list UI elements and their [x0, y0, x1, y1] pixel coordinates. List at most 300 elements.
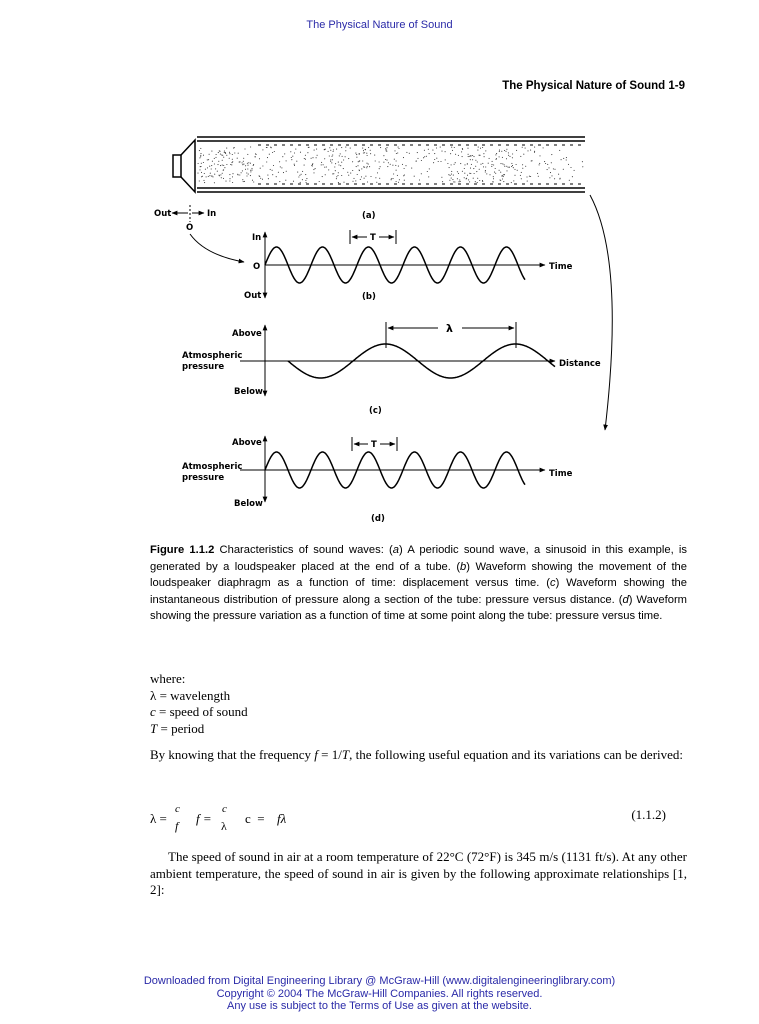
panel-c-label: (c): [369, 406, 382, 416]
caption-text: Characteristics of sound waves: (: [214, 544, 393, 556]
pressure-dot: [312, 163, 313, 164]
pressure-dot: [469, 181, 470, 182]
pressure-dot: [226, 148, 227, 149]
pressure-dot: [468, 156, 469, 157]
pressure-dot: [362, 160, 363, 161]
symbol-f: f: [314, 747, 318, 762]
pressure-dot: [221, 154, 222, 155]
pressure-dot: [473, 178, 474, 179]
pressure-dot: [253, 181, 254, 182]
pressure-dot: [549, 177, 550, 178]
pressure-dot: [239, 174, 240, 175]
definition-wavelength: [150, 688, 248, 705]
pressure-dot: [503, 174, 504, 175]
pressure-dot: [272, 152, 273, 153]
pressure-dot: [485, 150, 486, 151]
panel-a-label: (a): [362, 211, 376, 221]
pressure-dot: [467, 148, 468, 149]
pressure-dot: [270, 169, 271, 170]
pressure-dot: [214, 163, 215, 164]
pressure-dot: [341, 175, 342, 176]
pressure-dot: [568, 164, 569, 165]
pressure-dot: [391, 178, 392, 179]
pressure-dot: [432, 150, 433, 151]
pressure-dot: [207, 159, 208, 160]
pressure-dot: [270, 147, 271, 148]
pressure-dot: [201, 163, 202, 164]
pressure-dot: [449, 167, 450, 168]
pressure-dot: [398, 148, 399, 149]
pressure-dot: [247, 163, 248, 164]
panel-d-atmospheric-label: Atmospheric: [182, 462, 243, 472]
pressure-dot: [305, 180, 306, 181]
symbol-c: c: [150, 704, 156, 720]
pressure-dot: [302, 179, 303, 180]
pressure-dot: [370, 150, 371, 151]
pressure-dot: [486, 173, 487, 174]
pressure-dot: [414, 176, 415, 177]
pressure-dot: [365, 176, 366, 177]
pressure-dot: [247, 168, 248, 169]
pressure-dot: [504, 150, 505, 151]
pressure-dot: [451, 178, 452, 179]
pressure-dot: [392, 165, 393, 166]
pressure-dot: [311, 165, 312, 166]
pressure-dot: [335, 163, 336, 164]
panel-c-pressure-distance: [182, 322, 601, 416]
pressure-dot: [391, 179, 392, 180]
pressure-dot: [469, 173, 470, 174]
pressure-dot: [539, 164, 540, 165]
pressure-dot: [453, 181, 454, 182]
pressure-dot: [242, 162, 243, 163]
pressure-dot: [468, 179, 469, 180]
pressure-dot: [485, 170, 486, 171]
pressure-dot: [386, 160, 387, 161]
pressure-dot: [366, 167, 367, 168]
pressure-dot: [340, 165, 341, 166]
pressure-dot: [493, 178, 494, 179]
pressure-dot: [246, 172, 247, 173]
pressure-dot: [464, 173, 465, 174]
pressure-dot: [485, 171, 486, 172]
pressure-dot: [252, 180, 253, 181]
paragraph-text: , the following useful equation and its variations can be derived:: [349, 747, 684, 762]
pressure-dot: [334, 166, 335, 167]
pressure-dot: [293, 181, 294, 182]
pressure-dot: [330, 159, 331, 160]
pressure-dot: [386, 149, 387, 150]
pressure-dot: [218, 152, 219, 153]
pressure-dot: [464, 164, 465, 165]
pressure-dot: [286, 171, 287, 172]
pressure-dot: [427, 171, 428, 172]
pressure-dot: [332, 154, 333, 155]
pressure-dot: [390, 164, 391, 165]
pressure-dot: [333, 173, 334, 174]
pressure-dot: [200, 153, 201, 154]
pressure-dot: [488, 163, 489, 164]
pressure-dot: [212, 161, 213, 162]
pressure-dot: [229, 153, 230, 154]
pressure-dot: [336, 178, 337, 179]
pressure-dot: [512, 157, 513, 158]
pressure-dot: [514, 175, 515, 176]
panel-c-atmospheric-label: Atmospheric: [182, 351, 243, 361]
panel-d-pressure-label: pressure: [182, 473, 225, 483]
pressure-dot: [478, 147, 479, 148]
pressure-dot: [398, 166, 399, 167]
pressure-dot: [385, 159, 386, 160]
pressure-dot: [509, 156, 510, 157]
pressure-dot: [504, 174, 505, 175]
pressure-dot: [511, 166, 512, 167]
pressure-dot: [232, 176, 233, 177]
pressure-dot: [290, 151, 291, 152]
pressure-dot: [387, 166, 388, 167]
pressure-dot: [505, 151, 506, 152]
pressure-dot: [197, 173, 198, 174]
pressure-dot: [220, 154, 221, 155]
pressure-dot: [302, 171, 303, 172]
pressure-dot: [245, 165, 246, 166]
pressure-dot: [458, 173, 459, 174]
pressure-dot: [262, 179, 263, 180]
pressure-dot: [223, 165, 224, 166]
pressure-dot: [273, 165, 274, 166]
pressure-dot: [203, 180, 204, 181]
pressure-dot: [396, 153, 397, 154]
panel-d-time-label: Time: [549, 469, 573, 479]
pressure-dot: [506, 166, 507, 167]
pressure-dot: [199, 169, 200, 170]
pressure-dot: [386, 150, 387, 151]
pressure-dot: [442, 181, 443, 182]
pressure-dot: [436, 158, 437, 159]
pressure-dot: [504, 166, 505, 167]
pressure-dot: [512, 165, 513, 166]
pressure-dot: [475, 166, 476, 167]
equation-1-1-2: [150, 803, 410, 837]
pressure-dot: [477, 161, 478, 162]
top-link[interactable]: The Physical Nature of Sound: [306, 19, 453, 31]
pressure-dot: [356, 166, 357, 167]
pressure-dot: [226, 155, 227, 156]
pressure-dot: [219, 175, 220, 176]
pressure-dot: [324, 158, 325, 159]
definitions-list: [150, 671, 248, 737]
pressure-dot: [350, 148, 351, 149]
pressure-dot: [489, 174, 490, 175]
pressure-dot: [314, 150, 315, 151]
pressure-dot: [222, 173, 223, 174]
pressure-dot: [396, 181, 397, 182]
paragraph-text: By knowing that the frequency: [150, 747, 315, 762]
pressure-dot: [224, 151, 225, 152]
pressure-dot: [357, 165, 358, 166]
pressure-dot: [214, 158, 215, 159]
pressure-dot: [324, 149, 325, 150]
pressure-dot: [537, 173, 538, 174]
panel-a-zero-label: O: [186, 223, 194, 233]
pressure-dot: [359, 154, 360, 155]
pressure-dot: [473, 156, 474, 157]
pressure-dot: [260, 168, 261, 169]
pressure-dot: [322, 176, 323, 177]
pressure-dot: [350, 173, 351, 174]
pressure-dot: [459, 179, 460, 180]
pressure-dot: [502, 157, 503, 158]
pressure-dot: [503, 176, 504, 177]
pressure-dot: [345, 147, 346, 148]
pressure-dot: [291, 157, 292, 158]
panel-b-out-label: Out: [244, 291, 262, 301]
pressure-dot: [451, 164, 452, 165]
pressure-dot: [352, 170, 353, 171]
pressure-dot: [496, 153, 497, 154]
pressure-dot: [229, 158, 230, 159]
paragraph-speed-of-sound: The speed of sound in air at a room temperature of 22°C (72°F) is 345 m/s (1131 ft/s). At any other ambient temperature, the speed of sound in air is given by the following approximate relationships [1, 2]:: [150, 849, 687, 898]
pressure-dot: [269, 154, 270, 155]
eq-c-numerator-2: c: [222, 803, 227, 815]
pressure-dot: [551, 175, 552, 176]
pressure-dot: [454, 164, 455, 165]
pressure-dot: [539, 163, 540, 164]
pressure-dot: [250, 146, 251, 147]
pressure-dot: [272, 170, 273, 171]
equation-number: (1.1.2): [631, 807, 666, 822]
pressure-dot: [434, 159, 435, 160]
pressure-dot: [493, 164, 494, 165]
eq-f-text: f =: [196, 811, 212, 826]
pressure-dot: [491, 164, 492, 165]
pressure-dot: [301, 174, 302, 175]
pressure-dot: [266, 147, 267, 148]
pressure-dot: [543, 147, 544, 148]
definition-text: = period: [157, 720, 205, 736]
pressure-dot: [281, 167, 282, 168]
pressure-dot: [363, 152, 364, 153]
pressure-dot: [358, 161, 359, 162]
pressure-dot: [374, 155, 375, 156]
pressure-dot: [209, 175, 210, 176]
pressure-dot: [284, 153, 285, 154]
symbol-t: T: [150, 720, 158, 736]
pressure-dot: [455, 154, 456, 155]
pressure-dot: [201, 172, 202, 173]
pressure-dot: [429, 168, 430, 169]
pressure-dot: [461, 151, 462, 152]
pressure-dot: [361, 176, 362, 177]
pressure-dot: [548, 167, 549, 168]
pressure-dot: [457, 171, 458, 172]
pressure-dot: [499, 150, 500, 151]
pressure-dot: [471, 164, 472, 165]
pressure-dot: [470, 168, 471, 169]
pressure-dot: [379, 161, 380, 162]
pressure-dot: [417, 158, 418, 159]
pressure-dot: [200, 148, 201, 149]
pressure-dot: [495, 168, 496, 169]
pressure-dot: [582, 166, 583, 167]
pressure-dot: [388, 162, 389, 163]
pressure-dots: [197, 146, 583, 183]
pressure-dot: [251, 170, 252, 171]
definition-period: [150, 721, 248, 738]
footer-link[interactable]: Downloaded from Digital Engineering Library @ McGraw-Hill (www.digitalengineeringlibrary.com): [143, 975, 616, 987]
pressure-dot: [230, 164, 231, 165]
pressure-dot: [397, 175, 398, 176]
pressure-dot: [475, 181, 476, 182]
pressure-dot: [530, 176, 531, 177]
pressure-dot: [250, 163, 251, 164]
pressure-dot: [404, 168, 405, 169]
pressure-dot: [558, 174, 559, 175]
pressure-dot: [229, 180, 230, 181]
pressure-dot: [353, 178, 354, 179]
pressure-dot: [266, 161, 267, 162]
pressure-dot: [210, 173, 211, 174]
pressure-dot: [343, 168, 344, 169]
pressure-dot: [494, 172, 495, 173]
pressure-dot: [234, 152, 235, 153]
pressure-dot: [406, 152, 407, 153]
pressure-dot: [470, 173, 471, 174]
footer: [0, 975, 759, 1013]
pressure-dot: [483, 153, 484, 154]
pressure-dot: [220, 165, 221, 166]
pressure-dot: [306, 182, 307, 183]
pressure-dot: [521, 178, 522, 179]
caption-text: ) A periodic sound wave, a sinusoid in this example, is generated by a loudspeaker placed at the end of a tube. (: [150, 544, 687, 573]
pressure-dot: [248, 174, 249, 175]
footer-terms[interactable]: Any use is subject to the Terms of Use as given at the website.: [227, 1000, 532, 1012]
caption-text: ) Waveform showing the movement of the loudspeaker diaphragm as a function of time: displacement versus time. (: [150, 560, 687, 590]
pressure-dot: [521, 172, 522, 173]
pressure-dot: [231, 164, 232, 165]
pressure-dot: [222, 160, 223, 161]
pressure-dot: [362, 148, 363, 149]
pressure-dot: [464, 168, 465, 169]
eq-lambda-denominator: λ: [221, 819, 227, 833]
pressure-dot: [468, 154, 469, 155]
pressure-dot: [356, 157, 357, 158]
pressure-dot: [520, 175, 521, 176]
pressure-dot: [294, 164, 295, 165]
pressure-dot: [328, 151, 329, 152]
pressure-dot: [245, 169, 246, 170]
pressure-dot: [209, 166, 210, 167]
pressure-dot: [394, 159, 395, 160]
pressure-dot: [229, 178, 230, 179]
pressure-dot: [398, 147, 399, 148]
paragraph-text: = 1/: [317, 747, 342, 762]
pressure-dot: [217, 164, 218, 165]
pressure-dot: [239, 162, 240, 163]
pressure-dot: [454, 147, 455, 148]
pressure-dot: [294, 165, 295, 166]
pressure-dot: [363, 166, 364, 167]
panel-d-label: (d): [371, 514, 385, 524]
pressure-dot: [295, 149, 296, 150]
pressure-dot: [231, 162, 232, 163]
pressure-dot: [338, 182, 339, 183]
pressure-dot: [338, 172, 339, 173]
pressure-dot: [477, 182, 478, 183]
pressure-dot: [501, 175, 502, 176]
panel-a-out-label: Out: [154, 209, 172, 219]
pressure-dot: [199, 180, 200, 181]
definitions-intro: where:: [150, 671, 186, 686]
pressure-dot: [297, 172, 298, 173]
pressure-dot: [342, 156, 343, 157]
pressure-dot: [482, 180, 483, 181]
pressure-dot: [323, 164, 324, 165]
pressure-dot: [232, 154, 233, 155]
figure-caption: [150, 542, 687, 625]
pressure-dot: [311, 158, 312, 159]
pressure-dot: [472, 159, 473, 160]
pressure-dot: [423, 157, 424, 158]
pressure-dot: [460, 163, 461, 164]
pressure-dot: [331, 162, 332, 163]
pressure-dot: [508, 152, 509, 153]
pressure-dot: [233, 148, 234, 149]
pressure-dot: [333, 151, 334, 152]
definition-speed: [150, 704, 248, 721]
pressure-dot: [447, 163, 448, 164]
pressure-dot: [200, 166, 201, 167]
pressure-dot: [338, 162, 339, 163]
pressure-dot: [312, 157, 313, 158]
pressure-dot: [360, 179, 361, 180]
pressure-dot: [348, 158, 349, 159]
pressure-dot: [375, 160, 376, 161]
pressure-dot: [464, 177, 465, 178]
pressure-dot: [324, 167, 325, 168]
caption-b: b: [460, 560, 467, 573]
pressure-dot: [511, 163, 512, 164]
pressure-dot: [204, 182, 205, 183]
pressure-dot: [441, 177, 442, 178]
pressure-dot: [453, 175, 454, 176]
eq-c-numerator: c: [175, 803, 180, 815]
pressure-dot: [214, 182, 215, 183]
pressure-dot: [283, 172, 284, 173]
pressure-dot: [492, 161, 493, 162]
pressure-dot: [477, 150, 478, 151]
pressure-dot: [321, 162, 322, 163]
pressure-dot: [506, 158, 507, 159]
pressure-dot: [214, 174, 215, 175]
pressure-dot: [503, 181, 504, 182]
pressure-dot: [279, 181, 280, 182]
pressure-dot: [211, 151, 212, 152]
panel-b-time-label: Time: [549, 262, 573, 272]
pressure-dot: [198, 163, 199, 164]
pressure-dot: [361, 168, 362, 169]
pressure-dot: [551, 162, 552, 163]
running-head: The Physical Nature of Sound 1-9: [502, 80, 685, 92]
pressure-dot: [454, 181, 455, 182]
panel-c-below-label: Below: [234, 387, 263, 397]
pressure-dot: [449, 180, 450, 181]
pressure-dot: [398, 182, 399, 183]
caption-c: c: [549, 577, 556, 590]
pressure-dot: [339, 155, 340, 156]
pressure-dot: [343, 159, 344, 160]
pressure-dot: [522, 168, 523, 169]
